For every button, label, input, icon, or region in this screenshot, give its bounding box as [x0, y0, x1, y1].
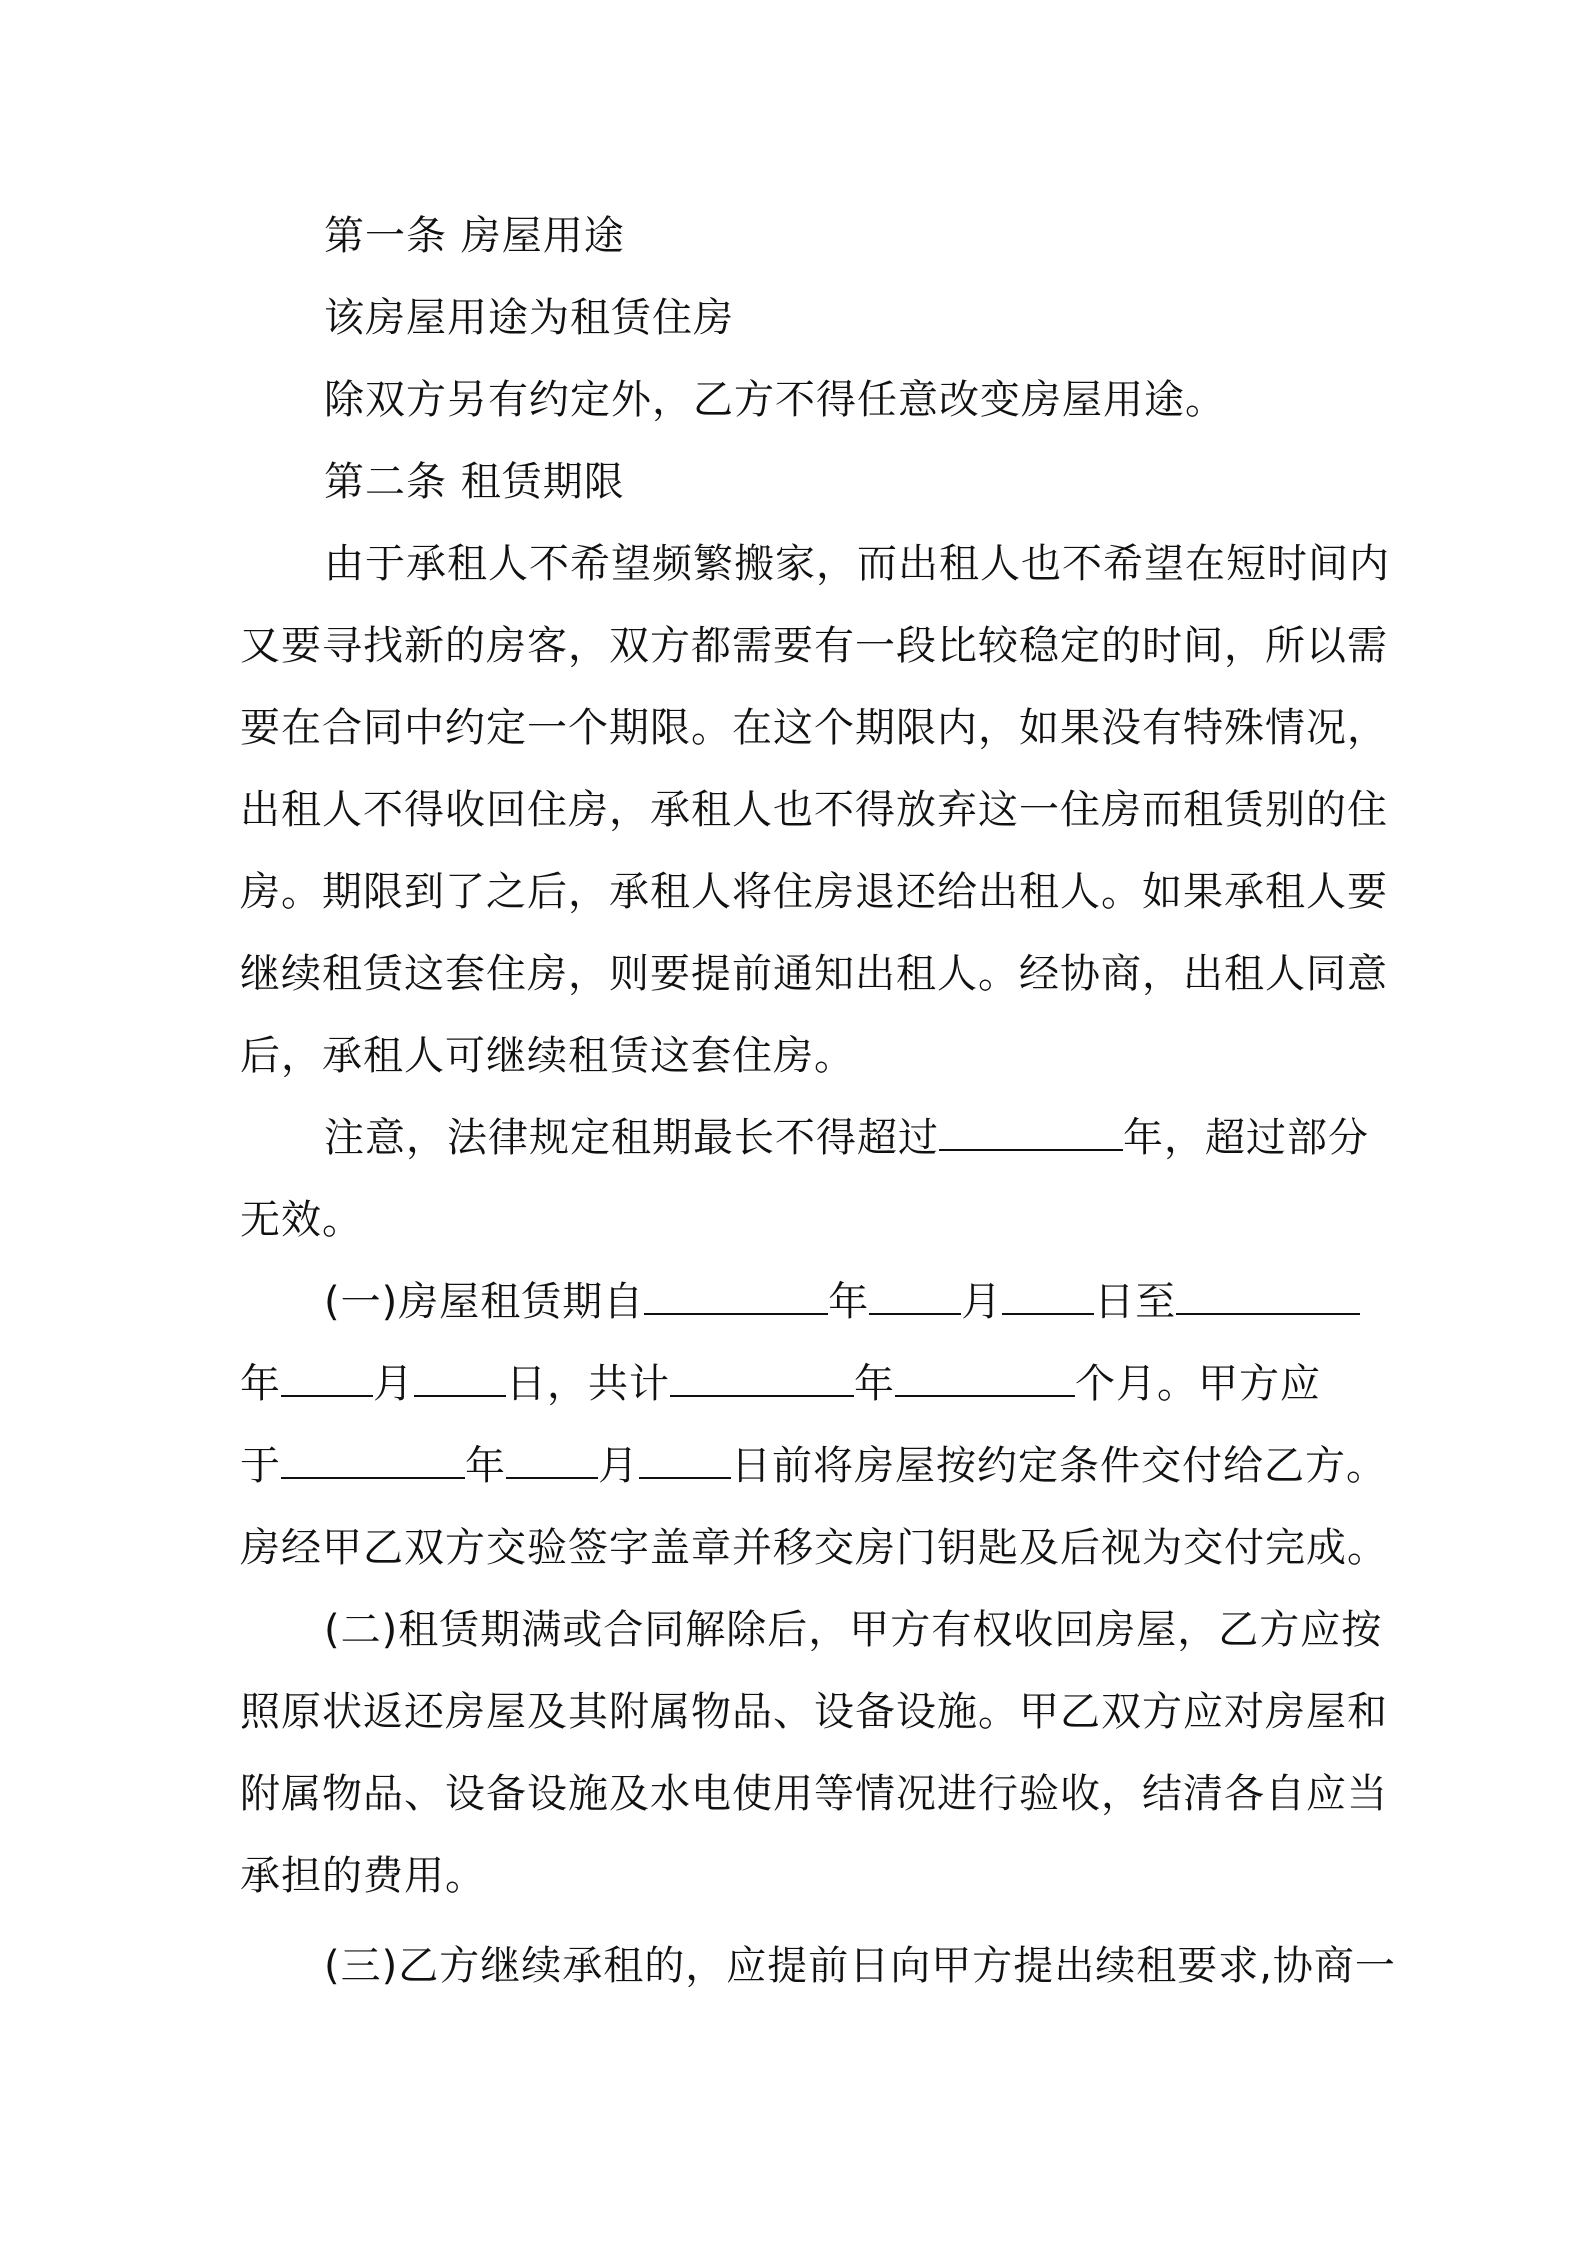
clause-text: 年 [465, 1443, 506, 1489]
blank-field[interactable] [639, 1445, 731, 1479]
paragraph-line: 出租人不得收回住房，承租人也不得放弃这一住房而租赁别的住 [240, 787, 1388, 833]
clause-1-line-2 [240, 1360, 1321, 1408]
clause-2-line: 承担的费用。 [240, 1853, 486, 1899]
clause-text: 月 [961, 1279, 1003, 1325]
clause-text: 月 [598, 1443, 639, 1489]
clause-text: 年 [240, 1361, 281, 1407]
paragraph-line: 又要寻找新的房客，双方都需要有一段比较稳定的时间，所以需 [240, 623, 1388, 669]
article-1-line-2: 除双方另有约定外，乙方不得任意改变房屋用途。 [324, 377, 1226, 423]
blank-field[interactable] [895, 1363, 1075, 1397]
clause-3-line: (三)乙方继续承租的，应提前日向甲方提出续租要求,协商一 [324, 1943, 1396, 1989]
clause-1-line-1 [324, 1278, 1360, 1326]
note-text: 注意，法律规定租期最长不得超过 [324, 1115, 939, 1161]
paragraph-line: 后，承租人可继续租赁这套住房。 [240, 1033, 855, 1079]
clause-2-line: (二)租赁期满或合同解除后，甲方有权收回房屋，乙方应按 [324, 1607, 1383, 1653]
clause-1-line-3 [240, 1442, 1387, 1490]
clause-text: 个月。甲方应 [1075, 1361, 1321, 1407]
blank-field[interactable] [939, 1117, 1123, 1151]
note-line-1 [324, 1114, 1369, 1162]
article-1-line-1: 该房屋用途为租赁住房 [324, 295, 734, 341]
blank-field[interactable] [1002, 1281, 1094, 1315]
blank-field[interactable] [281, 1445, 465, 1479]
blank-field[interactable] [869, 1281, 961, 1315]
paragraph-line: 由于承租人不希望频繁搬家，而出租人也不希望在短时间内 [324, 541, 1390, 587]
blank-field[interactable] [281, 1363, 373, 1397]
clause-text: 日前将房屋按约定条件交付给乙方。 [731, 1443, 1387, 1489]
clause-2-line: 照原状返还房屋及其附属物品、设备设施。甲乙双方应对房屋和 [240, 1689, 1388, 1735]
paragraph-line: 继续租赁这套住房，则要提前通知出租人。经协商，出租人同意 [240, 951, 1388, 997]
article-2-heading: 第二条 租赁期限 [324, 459, 625, 505]
clause-text: (一)房屋租赁期自 [324, 1279, 645, 1325]
blank-field[interactable] [644, 1281, 828, 1315]
note-line-2: 无效。 [240, 1197, 363, 1243]
clause-text: 日至 [1094, 1279, 1177, 1325]
clause-1-line-4: 房经甲乙双方交验签字盖章并移交房门钥匙及后视为交付完成。 [240, 1525, 1388, 1571]
paragraph-line: 要在合同中约定一个期限。在这个期限内，如果没有特殊情况， [240, 705, 1388, 751]
blank-field[interactable] [670, 1363, 854, 1397]
clause-text: 于 [240, 1443, 281, 1489]
note-text: 年，超过部分 [1123, 1115, 1369, 1161]
clause-text: 月 [373, 1361, 414, 1407]
clause-text: 年 [854, 1361, 895, 1407]
blank-field[interactable] [414, 1363, 506, 1397]
blank-field[interactable] [1176, 1281, 1360, 1315]
clause-2-line: 附属物品、设备设施及水电使用等情况进行验收，结清各自应当 [240, 1771, 1388, 1817]
blank-field[interactable] [506, 1445, 598, 1479]
clause-text: 日，共计 [506, 1361, 670, 1407]
paragraph-line: 房。期限到了之后，承租人将住房退还给出租人。如果承租人要 [240, 869, 1388, 915]
article-1-heading: 第一条 房屋用途 [324, 213, 625, 259]
clause-text: 年 [828, 1279, 870, 1325]
